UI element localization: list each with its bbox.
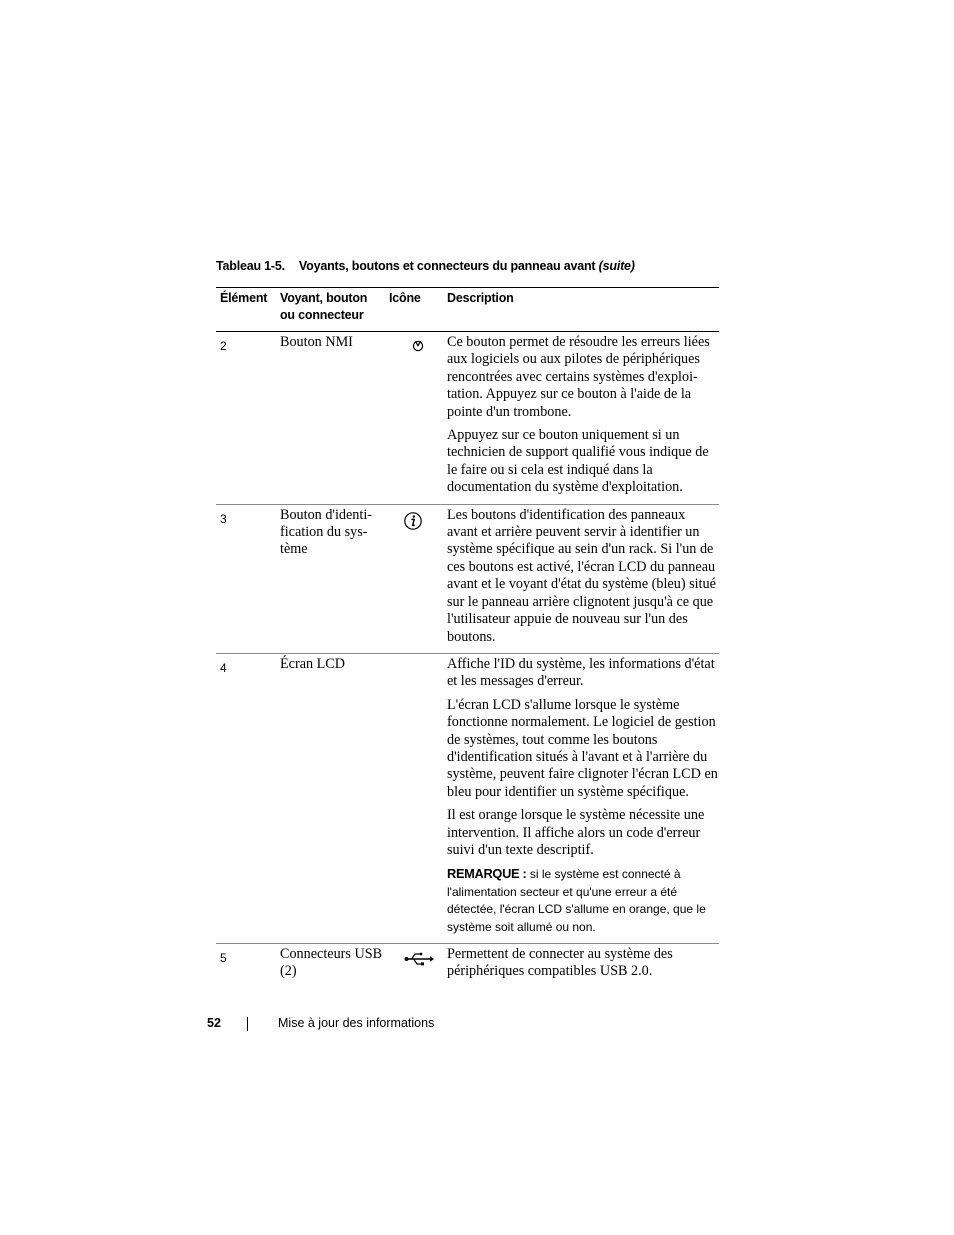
row-description [447,653,719,943]
note-text: si le système est connecté à l'alimentation secteur et qu'une erreur a été détectée, l'écran LCD s'allume en orange, que le système soit allumé ou non. [447,867,706,934]
table-caption [216,259,635,273]
header-voyant-line2: ou connecteur [280,308,364,322]
description-paragraph: Permettent de connecter au système des périphériques compatibles USB 2.0. [447,946,673,980]
table-row [216,332,719,505]
description-paragraph: L'écran LCD s'allume lorsque le système fonctionne normalement. Le logiciel de gestion de systèmes, tout comme les boutons d'identification situés à l'avant et à l'arrière du système, peuvent faire clignoter l'écran LCD en bleu pour identifier un système spécifique. [447,696,718,800]
front-panel-table [216,287,718,988]
row-icon-cell [389,653,447,943]
table-row [216,944,719,988]
table-row [216,504,719,653]
row-name: Bouton d'identi-fication du sys-tème [280,506,373,558]
row-number: 2 [220,339,227,353]
header-icone: Icône [389,291,421,305]
page-footer [207,1016,435,1030]
header-voyant [280,288,389,332]
note [447,865,719,936]
description-paragraph: Ce bouton permet de résoudre les erreurs liées aux logiciels ou aux pilotes de périphériques rencontrées avec certains systèmes d'exploi-tation. Appuyez sur ce bouton à l'aide de la pointe d'un trombone. [447,334,710,420]
nmi-icon [389,337,447,353]
info-icon [389,510,447,532]
footer-divider [247,1017,248,1031]
note-label: REMARQUE : [447,866,527,882]
row-name: Bouton NMI [280,334,353,350]
usb-icon [389,949,447,967]
row-icon-cell [389,332,447,505]
header-element: Élément [220,291,268,305]
table-row [216,653,719,943]
row-name: Connecteurs USB (2) [280,946,383,980]
description-paragraph: Les boutons d'identification des panneaux avant et arrière peuvent servir à identifier un système spécifique au sein d'un rack. Si l'un de ces boutons est activé, l'écran LCD du panneau avant et le voyant d'état du système (bleu) situé sur le panneau arrière clignotent jusqu'à ce que l'utilisateur appuie de nouveau sur l'un des boutons. [447,506,716,645]
caption-suffix: (suite) [598,259,635,273]
caption-title: Voyants, boutons et connecteurs du panneau avant [298,259,596,273]
header-description: Description [447,291,514,305]
row-icon-cell [389,504,447,653]
row-name: Écran LCD [280,655,346,672]
row-number: 5 [220,951,227,965]
description-paragraph: Il est orange lorsque le système nécessite une intervention. Il affiche alors un code d'erreur suivi d'un texte descriptif. [447,807,705,858]
row-icon-cell [389,944,447,988]
caption-label: Tableau 1-5. [216,259,285,273]
header-voyant-line1: Voyant, bouton [280,291,368,305]
row-description [447,944,719,988]
row-number: 3 [220,511,227,526]
row-description [447,332,719,505]
row-description [447,504,719,653]
description-paragraph: Affiche l'ID du système, les informations d'état et les messages d'erreur. [447,655,715,690]
footer-section-title: Mise à jour des informations [278,1016,435,1030]
table-header-row [216,288,719,332]
page-number: 52 [207,1016,221,1030]
description-paragraph: Appuyez sur ce bouton uniquement si un technicien de support qualifié vous indique de le faire ou si cela est indiqué dans la documentation du système d'exploitation. [447,427,709,496]
row-number: 4 [220,660,227,675]
